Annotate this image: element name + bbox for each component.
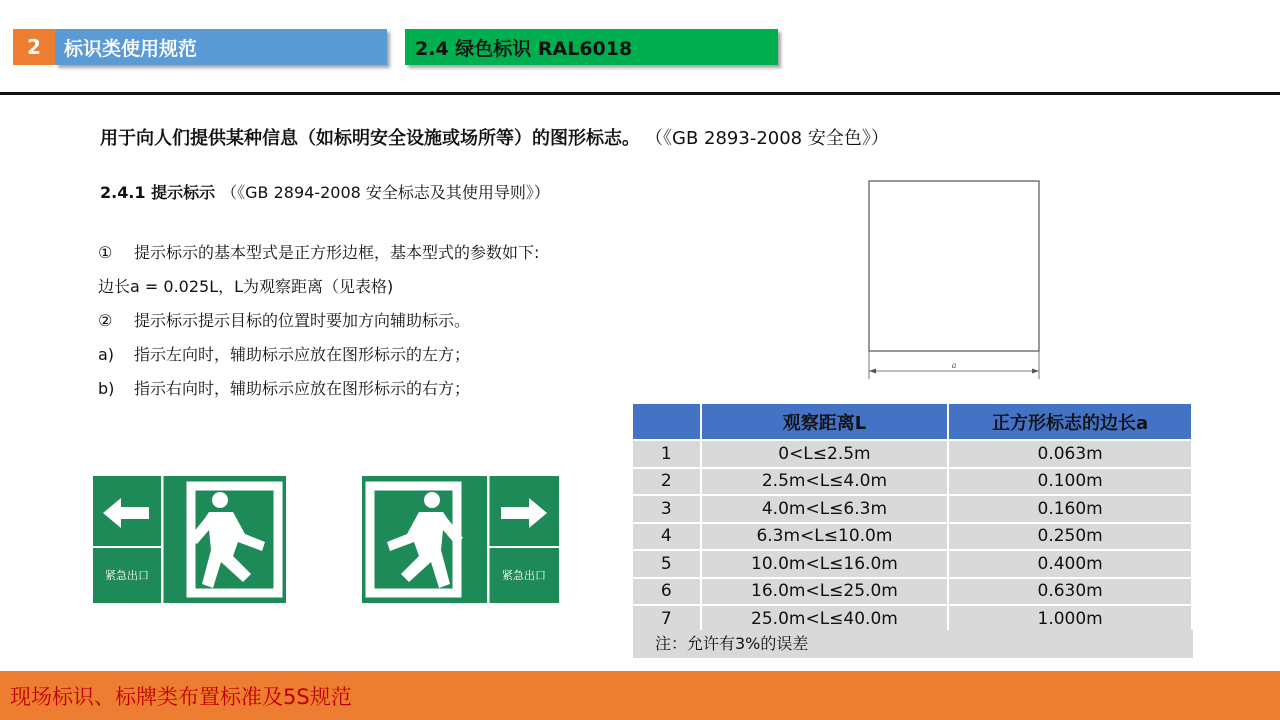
table-row	[633, 523, 1192, 551]
table-cell: 4	[633, 523, 701, 551]
table-note: 注：允许有3%的误差	[633, 630, 1193, 658]
description-line	[98, 372, 539, 406]
sign-divider-horizontal	[93, 546, 161, 548]
footer-banner	[0, 671, 1280, 720]
table-cell: 5	[633, 550, 701, 578]
table-header-distance: 观察距离L	[701, 404, 949, 440]
subsection-title: 2.4 绿色标识 RAL6018	[405, 29, 778, 65]
emergency-exit-sign-left	[93, 476, 286, 603]
table-cell: 2	[633, 468, 701, 496]
section-title: 标识类使用规范	[55, 29, 387, 65]
line-text: 边长a = 0.025L，L为观察距离（见表格)	[98, 277, 394, 296]
table-cell: 3	[633, 495, 701, 523]
sign-label: 紧急出口	[502, 569, 546, 582]
subsection-heading	[100, 180, 550, 203]
line-text: 提示标示提示目标的位置时要加方向辅助标示。	[134, 311, 471, 330]
description-line	[98, 304, 539, 338]
table-row	[633, 440, 1192, 468]
table-cell: 7	[633, 605, 701, 632]
description-lines	[98, 236, 539, 406]
dimension-label: a	[951, 360, 957, 370]
table-cell: 0.160m	[948, 495, 1192, 523]
table-cell: 0.250m	[948, 523, 1192, 551]
line-text: 指示右向时，辅助标示应放在图形标示的右方；	[134, 379, 471, 398]
intro-text: 用于向人们提供某种信息（如标明安全设施或场所等）的图形标志。	[100, 128, 640, 149]
table-cell: 6.3m<L≤10.0m	[701, 523, 949, 551]
description-line	[98, 236, 539, 270]
table-cell: 0.063m	[948, 440, 1192, 468]
table-cell: 0.400m	[948, 550, 1192, 578]
line-text: 提示标示的基本型式是正方形边框，基本型式的参数如下:	[134, 243, 540, 262]
table-header-index	[633, 404, 701, 440]
line-marker: ①	[98, 243, 113, 262]
square-frame-diagram	[866, 179, 1042, 382]
table-cell: 0.100m	[948, 468, 1192, 496]
table-header-side-length: 正方形标志的边长a	[948, 404, 1192, 440]
subsection-reference: （《GB 2894-2008 安全标志及其使用导则》）	[221, 183, 550, 202]
table-cell: 1.000m	[948, 605, 1192, 632]
table-row	[633, 578, 1192, 606]
table-row	[633, 495, 1192, 523]
intro-reference: （《GB 2893-2008 安全色》）	[654, 128, 889, 149]
table-cell: 0<L≤2.5m	[701, 440, 949, 468]
square-frame	[869, 181, 1039, 351]
table-header-row	[633, 404, 1192, 440]
subsection-number-title: 2.4.1 提示标示	[100, 183, 216, 202]
description-line	[98, 270, 539, 304]
table-cell: 10.0m<L≤16.0m	[701, 550, 949, 578]
header-divider	[0, 92, 1280, 95]
table-cell: 25.0m<L≤40.0m	[701, 605, 949, 632]
line-marker: a)	[98, 345, 115, 364]
table-cell: 0.630m	[948, 578, 1192, 606]
line-marker: ②	[98, 311, 113, 330]
line-text: 指示左向时，辅助标示应放在图形标示的左方；	[134, 345, 471, 364]
table-cell: 4.0m<L≤6.3m	[701, 495, 949, 523]
sign-divider	[487, 476, 490, 603]
table-cell: 2.5m<L≤4.0m	[701, 468, 949, 496]
table-cell: 1	[633, 440, 701, 468]
dimension-arrow-left	[869, 369, 876, 374]
table-row	[633, 468, 1192, 496]
line-marker: b)	[98, 379, 115, 398]
table-row	[633, 550, 1192, 578]
observation-distance-table	[633, 404, 1193, 632]
description-line	[98, 338, 539, 372]
table-cell: 6	[633, 578, 701, 606]
footer-text: 现场标识、标牌类布置标准及5S规范	[10, 684, 352, 709]
table-cell: 16.0m<L≤25.0m	[701, 578, 949, 606]
emergency-exit-sign-right	[362, 476, 559, 603]
sign-divider	[161, 476, 164, 603]
sign-label: 紧急出口	[105, 569, 149, 582]
table-row	[633, 605, 1192, 632]
intro-line	[100, 124, 889, 150]
dimension-arrow-right	[1032, 369, 1039, 374]
sign-divider-horizontal	[489, 546, 559, 548]
section-number: 2	[13, 29, 55, 65]
